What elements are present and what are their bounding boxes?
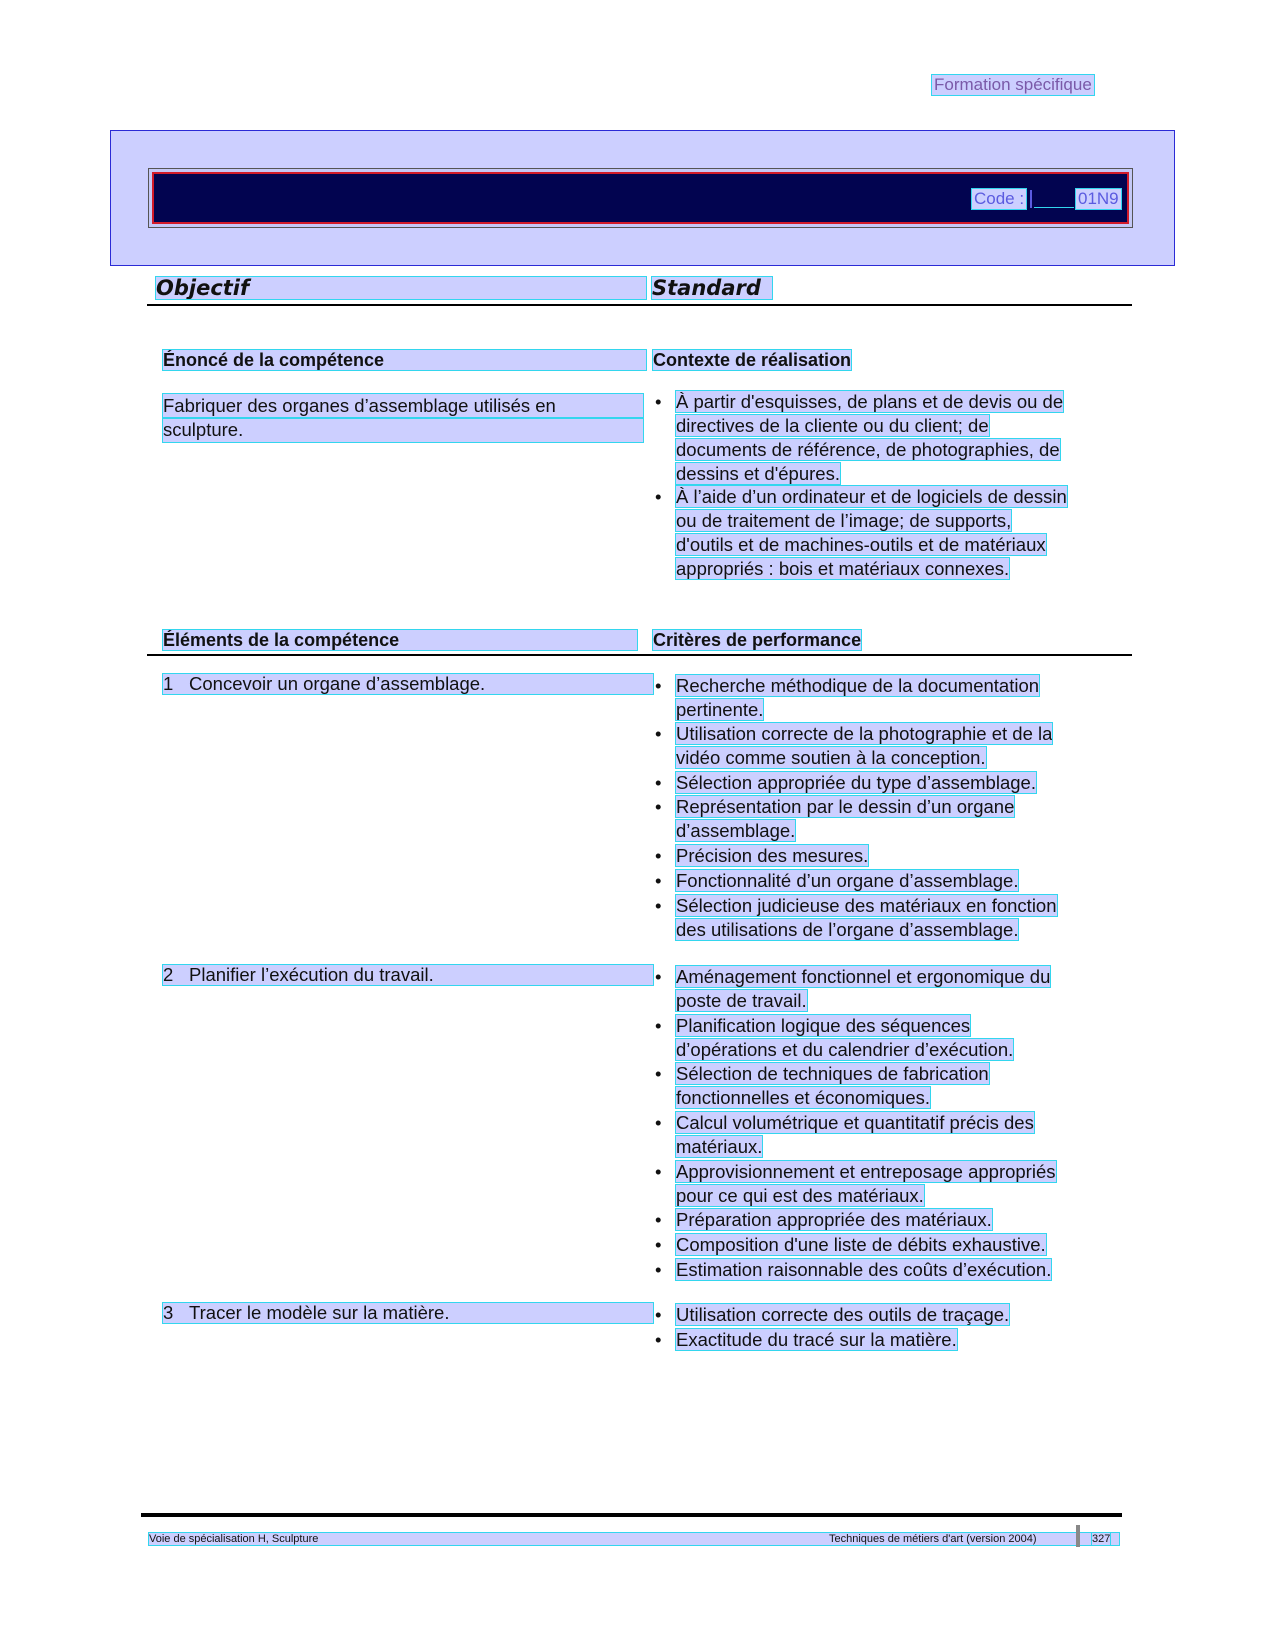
bullet-item <box>653 722 1113 770</box>
bullet-icon: • <box>655 391 662 412</box>
bullet-icon: • <box>655 966 662 987</box>
bullet-icon: • <box>655 895 662 916</box>
bullet-icon: • <box>655 845 662 866</box>
bullet-line: Représentation par le dessin d’un organe <box>676 796 1015 817</box>
bullet-item <box>653 1233 1113 1257</box>
code-value: 01N9 <box>1078 189 1119 208</box>
bullet-icon: • <box>655 772 662 793</box>
bullet-icon: • <box>655 796 662 817</box>
bullet-line: fonctionnelles et économiques. <box>676 1087 931 1108</box>
bullet-line: À partir d'esquisses, de plans et de devis ou de <box>676 391 1064 412</box>
element-number: 3 <box>163 1302 174 1323</box>
bullet-line: vidéo comme soutien à la conception. <box>676 747 986 768</box>
enonce-line: Fabriquer des organes d’assemblage utilisés en <box>163 394 643 418</box>
elements-heading: Éléments de la compétence <box>163 630 637 650</box>
element-label: Tracer le modèle sur la matière. <box>189 1302 450 1323</box>
elements-divider <box>147 654 1132 656</box>
enonce-line: sculpture. <box>163 418 643 442</box>
bullet-icon: • <box>655 1259 662 1280</box>
bullet-item <box>653 1014 1113 1062</box>
bullet-line: Approvisionnement et entreposage appropriés <box>676 1161 1056 1182</box>
bullet-item <box>653 869 1113 893</box>
bullet-line: d’assemblage. <box>676 820 796 841</box>
bullet-item <box>653 674 1113 722</box>
bullet-line: dessins et d'épures. <box>676 463 840 484</box>
bullet-icon: • <box>655 1209 662 1230</box>
element-number: 2 <box>163 964 174 985</box>
bullet-line: Calcul volumétrique et quantitatif précis des <box>676 1112 1034 1133</box>
bullet-item <box>653 1328 1113 1352</box>
bullet-item <box>653 1208 1113 1232</box>
bullet-icon: • <box>655 1112 662 1133</box>
bullet-line: pertinente. <box>676 699 764 720</box>
heading-standard: Standard <box>652 277 772 299</box>
bullet-line: poste de travail. <box>676 990 807 1011</box>
criteres-heading: Critères de performance <box>653 630 862 650</box>
footer-right-text: Techniques de métiers d'art (version 2004) <box>829 1533 1037 1545</box>
bullet-item <box>653 844 1113 868</box>
section-label: Formation spécifique <box>934 75 1092 94</box>
element-item <box>163 674 653 694</box>
bullet-item <box>653 1303 1113 1327</box>
bullet-line: Préparation appropriée des matériaux. <box>676 1209 992 1230</box>
code-label: Code : <box>974 189 1025 208</box>
bullet-item <box>653 965 1113 1013</box>
bullet-icon: • <box>655 870 662 891</box>
bullet-item <box>653 1160 1113 1208</box>
contexte-heading: Contexte de réalisation <box>653 350 852 370</box>
bullet-line: Estimation raisonnable des coûts d’exécution. <box>676 1259 1052 1280</box>
bullet-icon: • <box>655 1329 662 1350</box>
bullet-line: Aménagement fonctionnel et ergonomique du <box>676 966 1051 987</box>
bullet-icon: • <box>655 1063 662 1084</box>
element-label: Concevoir un organe d’assemblage. <box>189 673 486 694</box>
bullet-line: des utilisations de l’organe d’assemblage. <box>676 919 1019 940</box>
enonce-text <box>163 394 643 442</box>
bullet-item <box>653 771 1113 795</box>
element-item <box>163 1303 653 1323</box>
bullet-icon: • <box>655 1161 662 1182</box>
code-separator <box>1030 190 1032 208</box>
bullet-line: Utilisation correcte de la photographie et de la <box>676 723 1053 744</box>
bullet-line: Utilisation correcte des outils de traçage. <box>676 1304 1010 1325</box>
bullet-line: appropriés : bois et matériaux connexes. <box>676 558 1010 579</box>
bullet-line: ou de traitement de l’image; de supports, <box>676 510 1012 531</box>
bullet-line: Fonctionnalité d’un organe d’assemblage. <box>676 870 1019 891</box>
footer-separator <box>1076 1525 1080 1547</box>
bullet-icon: • <box>655 486 662 507</box>
bullet-icon: • <box>655 1304 662 1325</box>
code-field <box>1034 190 1074 208</box>
bullet-line: Recherche méthodique de la documentation <box>676 675 1040 696</box>
bullet-line: Planification logique des séquences <box>676 1015 971 1036</box>
bullet-line: documents de référence, de photographies, de <box>676 439 1060 460</box>
bullet-line: Sélection judicieuse des matériaux en fonction <box>676 895 1057 916</box>
bullet-line: Composition d'une liste de débits exhaustive. <box>676 1234 1046 1255</box>
footer-left-text: Voie de spécialisation H, Sculpture <box>149 1533 1119 1545</box>
bullet-line: Sélection de techniques de fabrication <box>676 1063 989 1084</box>
footer-divider <box>141 1513 1122 1517</box>
heading-divider <box>147 304 1132 306</box>
bullet-line: À l’aide d’un ordinateur et de logiciels de dessin <box>676 486 1067 507</box>
bullet-line: directives de la cliente ou du client; de <box>676 415 989 436</box>
bullet-line: matériaux. <box>676 1136 763 1157</box>
element-number: 1 <box>163 673 174 694</box>
bullet-line: Précision des mesures. <box>676 845 869 866</box>
bullet-item <box>653 1062 1113 1110</box>
bullet-item <box>653 894 1113 942</box>
element-item <box>163 965 653 985</box>
bullet-icon: • <box>655 723 662 744</box>
element-label: Planifier l’exécution du travail. <box>189 964 434 985</box>
bullet-line: d’opérations et du calendrier d’exécution. <box>676 1039 1014 1060</box>
bullet-item <box>653 1111 1113 1159</box>
heading-objectif: Objectif <box>156 277 646 299</box>
bullet-icon: • <box>655 1234 662 1255</box>
page-number: 327 <box>1092 1533 1111 1545</box>
bullet-line: d'outils et de machines-outils et de matériaux <box>676 534 1046 555</box>
bullet-item <box>653 390 1113 486</box>
bullet-item <box>653 795 1113 843</box>
bullet-icon: • <box>655 1015 662 1036</box>
bullet-line: Exactitude du tracé sur la matière. <box>676 1329 957 1350</box>
bullet-line: pour ce qui est des matériaux. <box>676 1185 924 1206</box>
bullet-icon: • <box>655 675 662 696</box>
enonce-heading: Énoncé de la compétence <box>163 350 646 370</box>
bullet-item <box>653 1258 1113 1282</box>
bullet-item <box>653 485 1113 581</box>
bullet-line: Sélection appropriée du type d’assemblage. <box>676 772 1036 793</box>
